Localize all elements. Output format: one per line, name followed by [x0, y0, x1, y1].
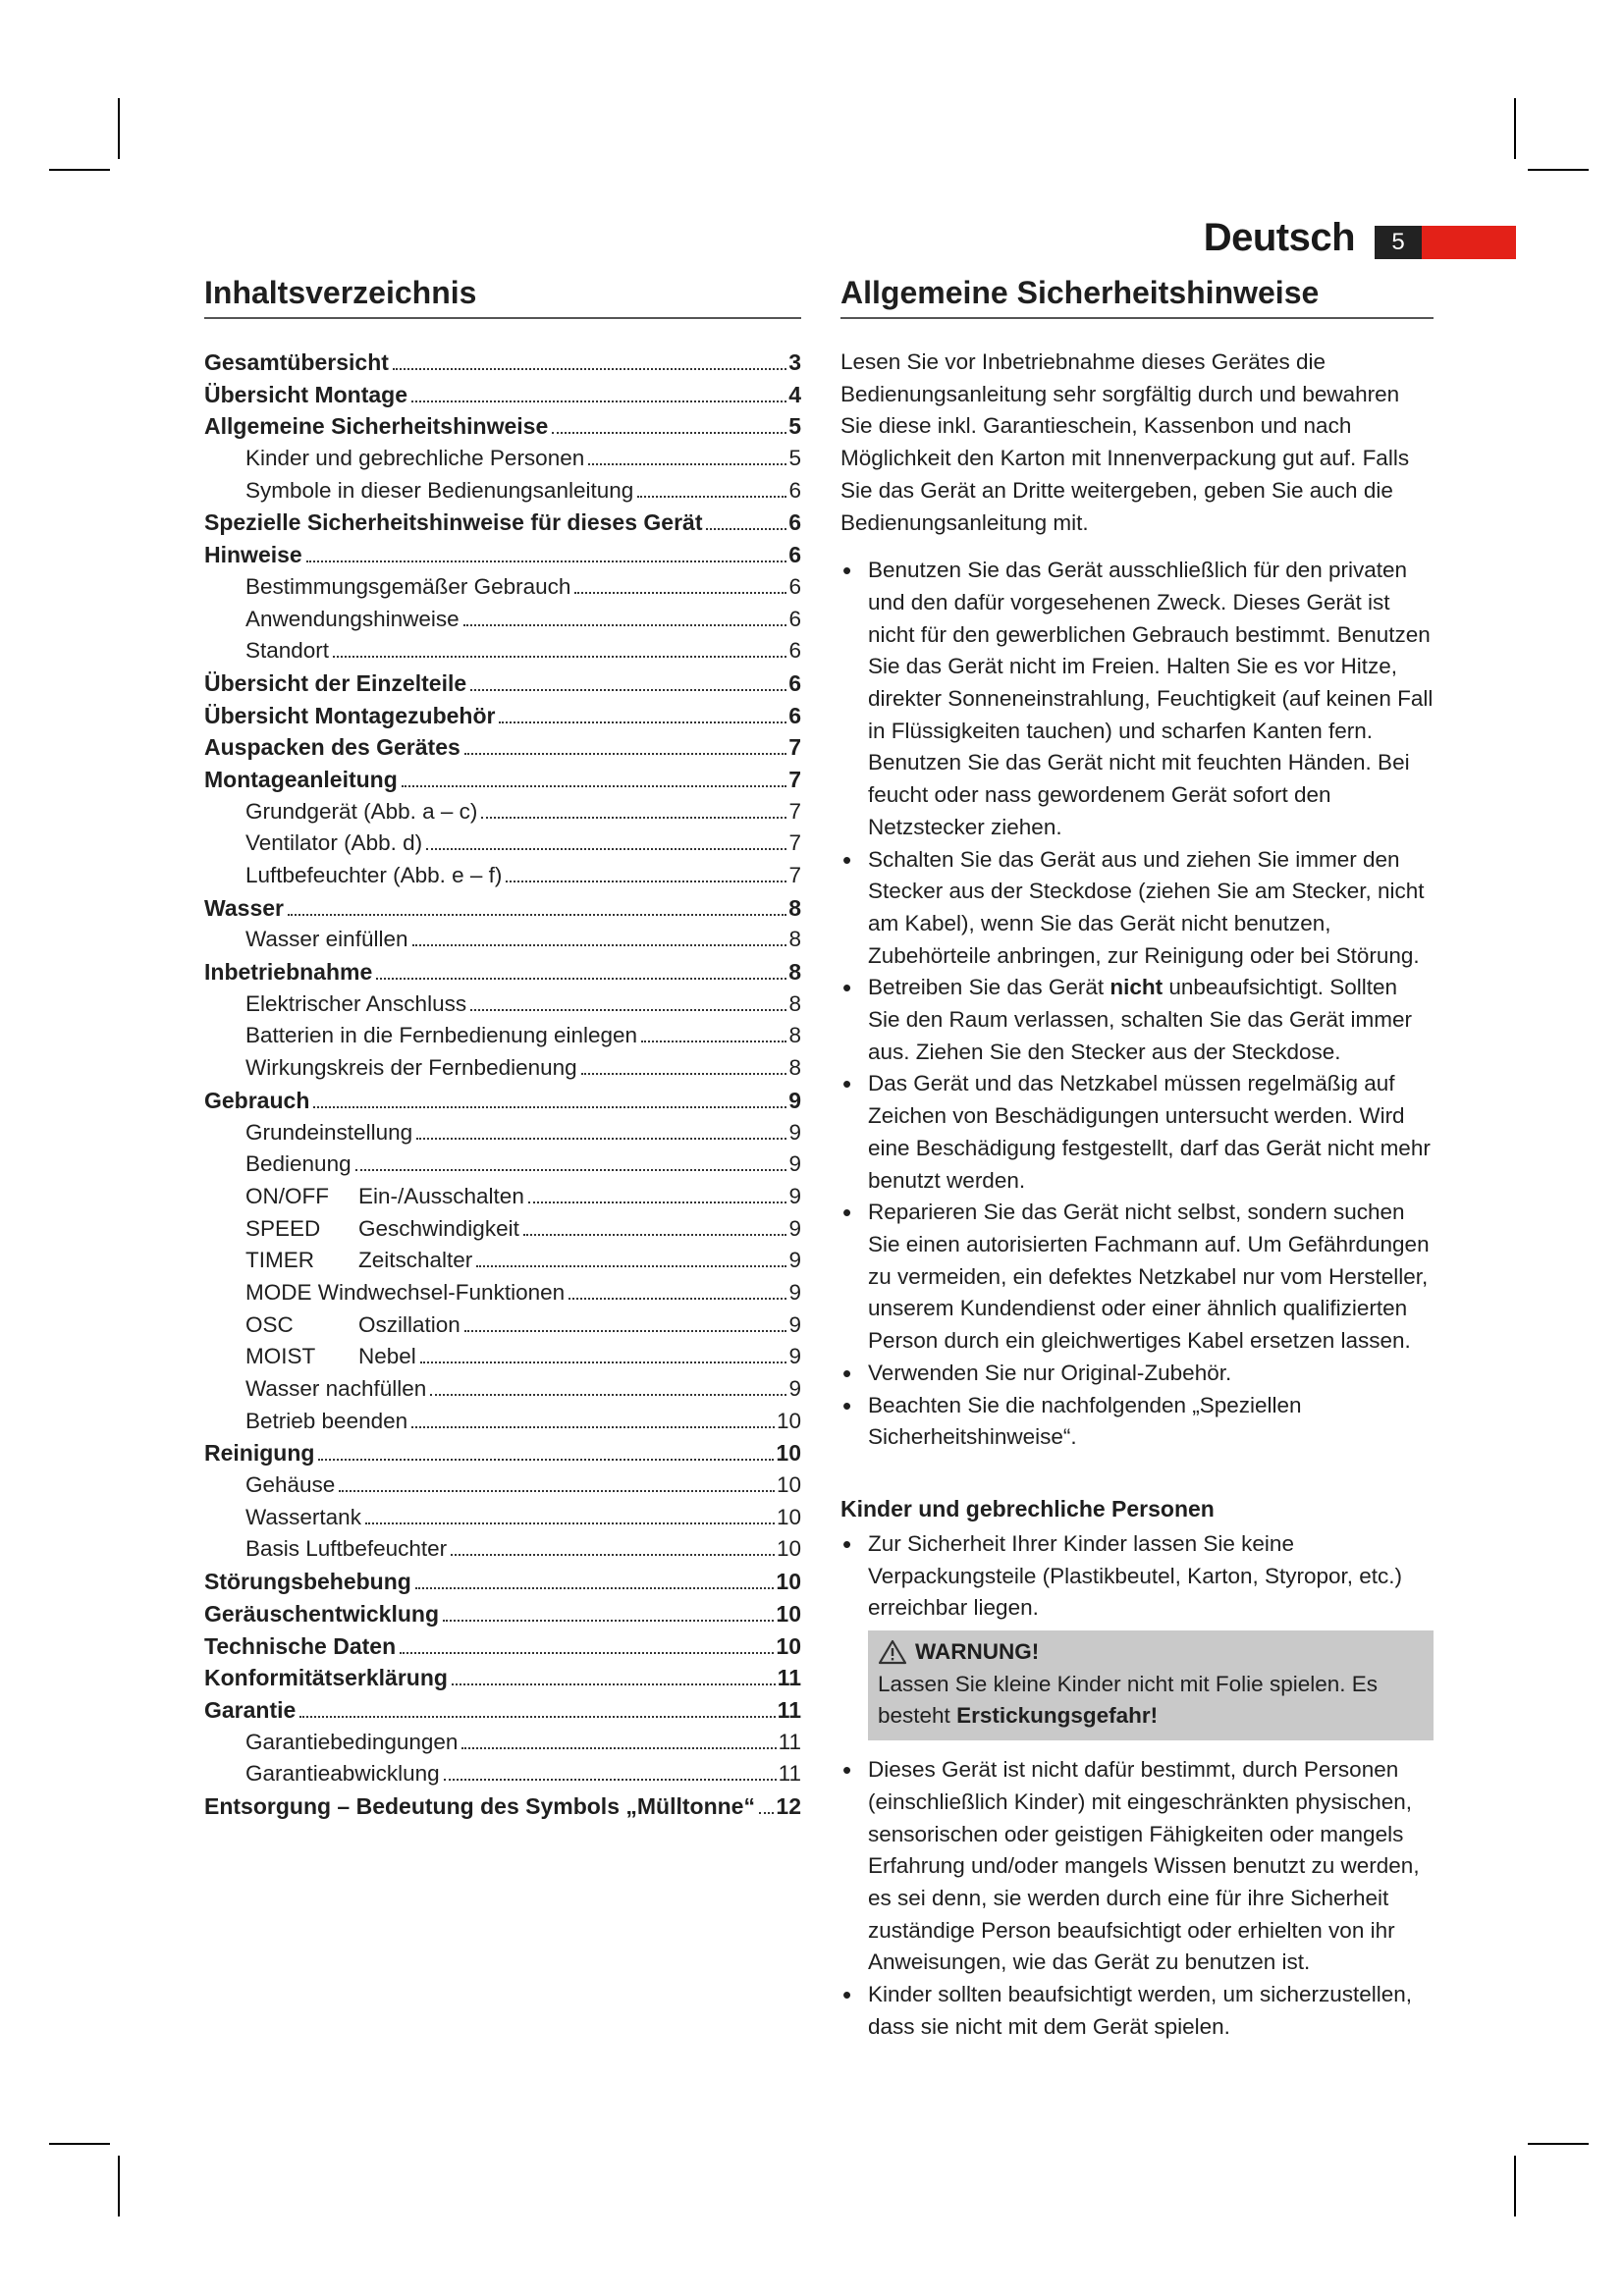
toc-entry	[204, 539, 801, 571]
toc-leader-dots	[333, 656, 786, 658]
toc-leader-dots	[299, 1716, 775, 1718]
toc-leader-dots	[444, 1779, 777, 1781]
toc-leader-dots	[476, 1265, 786, 1267]
toc-entry	[204, 1502, 801, 1534]
toc-entry-label: Grundgerät (Abb. a – c)	[245, 798, 478, 824]
toc-entry-label: MODE Windwechsel-Funktionen	[245, 1279, 566, 1305]
language-title: Deutsch	[1203, 216, 1355, 259]
toc-entry-label: Standort	[245, 638, 330, 664]
toc-entry	[204, 1598, 801, 1630]
toc-entry-page: 9	[788, 1215, 801, 1241]
toc-leader-dots	[461, 1747, 776, 1749]
safety-bullet: • Schalten Sie das Gerät aus und ziehen Sie immer den Stecker aus der Steckdose (ziehen Sie am Stecker, nicht am Kabel), wenn Sie das Gerät nicht benutzen, Zubehörteile anbringen, zur Reinigung oder bei Störung.	[840, 844, 1434, 973]
toc-entry-code: OSC	[245, 1311, 294, 1337]
toc-entry	[204, 475, 801, 507]
toc-entry-label: Übersicht Montage	[204, 381, 408, 407]
children-bullets	[840, 1528, 1434, 1625]
toc-leader-dots	[506, 881, 786, 882]
toc-entry	[204, 956, 801, 988]
toc-entry-label: Hinweise	[204, 542, 302, 568]
toc-leader-dots	[400, 1652, 774, 1654]
toc-entry	[204, 1566, 801, 1598]
toc-heading: Inhaltsverzeichnis	[204, 275, 801, 319]
toc-entry	[204, 1373, 801, 1406]
toc-entry-label: Entsorgung – Bedeutung des Symbols „Mülltonne“	[204, 1792, 755, 1819]
children-heading: Kinder und gebrechliche Personen	[840, 1495, 1215, 1522]
toc-entry-page: 10	[776, 1632, 801, 1659]
toc-leader-dots	[452, 1683, 776, 1685]
toc-entry	[204, 988, 801, 1021]
toc-entry-label: Grundeinstellung	[245, 1119, 413, 1145]
toc-leader-dots	[464, 1330, 787, 1332]
toc-leader-dots	[523, 1234, 787, 1236]
toc-entry-page: 5	[788, 413, 801, 440]
toc-entry-page: 8	[788, 894, 801, 921]
toc-entry-label: Ventilator (Abb. d)	[245, 830, 423, 856]
toc-entry	[204, 1277, 801, 1309]
toc-entry-page: 6	[788, 477, 801, 503]
children-bullets-2	[840, 1754, 1434, 2043]
page-header	[1203, 216, 1516, 259]
toc-entry-label: Übersicht der Einzelteile	[204, 669, 467, 696]
toc-entry-page: 8	[788, 1055, 801, 1081]
toc-leader-dots	[318, 1459, 774, 1461]
toc-entry	[204, 379, 801, 411]
toc-entry-label: Wirkungskreis der Fernbedienung	[245, 1055, 577, 1081]
toc-entry-page: 12	[776, 1792, 801, 1819]
toc-entry-page: 6	[788, 542, 801, 568]
safety-bullet: • Das Gerät und das Netzkabel müssen regelmäßig auf Zeichen von Beschädigungen untersucht werden. Wird eine Beschädigung festgestellt, darf das Gerät nicht mehr benutzt werden.	[840, 1068, 1434, 1197]
safety-intro: Lesen Sie vor Inbetriebnahme dieses Gerätes die Bedienungsanleitung sehr sorgfältig durch und bewahren Sie diese inkl. Garantieschein, Kassenbon und nach Möglichkeit den Karton mit Innenverpackung gut auf. Falls Sie das Gerät an Dritte weitergeben, geben Sie auch die Bedienungsanleitung mit.	[840, 349, 1410, 535]
safety-bullet: • Benutzen Sie das Gerät ausschließlich für den privaten und den dafür vorgesehenen Zweck. Dieses Gerät ist nicht für den gewerblichen Gebrauch bestimmt. Benutzen Sie das Gerät nicht im Freien. Halten Sie es vor Hitze, direkter Sonneneinstrahlung, Feuchtigkeit (auf keinen Fall in Flüssigkeiten tauchen) und scharfen Kanten fern. Benutzen Sie das Gerät nicht mit feuchten Händen. Bei feucht oder nass gewordenem Gerät sofort den Netzstecker ziehen.	[840, 555, 1434, 843]
toc-entry	[204, 1727, 801, 1759]
toc-entry-label: Reinigung	[204, 1440, 315, 1467]
toc-entry-label: Gehäuse	[245, 1472, 336, 1498]
page-number: 5	[1375, 226, 1422, 259]
toc-entry-page: 10	[776, 1600, 801, 1627]
toc-entry-page: 10	[776, 1440, 801, 1467]
toc-entry	[204, 1085, 801, 1117]
toc-entry-page: 9	[788, 1087, 801, 1113]
toc-entry-page: 9	[788, 1183, 801, 1208]
toc-entry-page: 8	[788, 927, 801, 952]
toc-entry	[204, 700, 801, 732]
toc-entry-label: Bedienung	[245, 1151, 352, 1177]
toc-entry	[204, 1790, 801, 1823]
crop-mark	[49, 169, 110, 171]
toc-entry	[204, 731, 801, 764]
toc-entry-label: Gebrauch	[204, 1087, 310, 1113]
toc-entry-code: TIMER	[245, 1248, 314, 1273]
toc-entry	[204, 764, 801, 796]
safety-bullet: • Reparieren Sie das Gerät nicht selbst, sondern suchen Sie einen autorisierten Fachmann auf. Um Gefährdungen zu vermeiden, ein defektes Netzkabel nur vom Hersteller, unserem Kundendienst oder einer ähnlich qualifizierten Person durch ein gleichwertiges Kabel ersetzen lassen.	[840, 1197, 1434, 1358]
toc-entry-page: 3	[788, 349, 801, 375]
crop-mark	[1514, 98, 1516, 159]
safety-section	[840, 275, 1434, 2043]
toc-leader-dots	[288, 914, 786, 916]
toc-entry-label: Betrieb beenden	[245, 1408, 408, 1433]
toc-entry-label: Inbetriebnahme	[204, 959, 373, 986]
toc-entry	[204, 1406, 801, 1438]
toc-entry-page: 10	[776, 1504, 801, 1529]
toc-entry-page: 6	[788, 669, 801, 696]
toc-entry-page: 8	[788, 959, 801, 986]
toc-entry-label: Wassertank	[245, 1504, 361, 1529]
toc-entry-page: 4	[788, 381, 801, 407]
toc-leader-dots	[464, 753, 786, 755]
toc-entry-page: 11	[778, 1761, 801, 1787]
toc-leader-dots	[470, 1009, 786, 1011]
toc-leader-dots	[412, 944, 787, 946]
toc-entry	[204, 1117, 801, 1149]
toc-entry-page: 5	[788, 446, 801, 471]
children-bullet: • Kinder sollten beaufsichtigt werden, um sicherzustellen, dass sie nicht mit dem Gerät spielen.	[840, 1979, 1434, 2043]
toc-entry-code: SPEED	[245, 1215, 321, 1241]
toc-leader-dots	[416, 1138, 786, 1140]
toc-entry-page: 6	[788, 573, 801, 599]
toc-entry-label: ON/OFF Ein-/Ausschalten	[245, 1181, 524, 1213]
warning-title-row	[878, 1636, 1424, 1669]
toc-entry-page: 10	[776, 1408, 801, 1433]
toc-entry-label: Spezielle Sicherheitshinweise für dieses Gerät	[204, 509, 703, 536]
toc-leader-dots	[393, 368, 786, 370]
toc-entry-label: Garantie	[204, 1696, 297, 1723]
toc-leader-dots	[355, 1169, 787, 1171]
toc-leader-dots	[306, 561, 786, 562]
toc-entry-page: 6	[788, 702, 801, 728]
toc-entry-label: Elektrischer Anschluss	[245, 990, 467, 1016]
toc-leader-dots	[339, 1490, 775, 1492]
toc-entry	[204, 443, 801, 475]
toc-entry-page: 10	[776, 1569, 801, 1595]
safety-bullet: • Beachten Sie die nachfolgenden „Speziellen Sicherheitshinweise“.	[840, 1390, 1434, 1454]
toc-entry-page: 9	[788, 1151, 801, 1177]
toc-leader-dots	[415, 1587, 775, 1589]
accent-bar	[1422, 226, 1516, 259]
crop-mark	[118, 98, 120, 159]
toc-leader-dots	[581, 1073, 787, 1075]
toc-entry-page: 9	[788, 1344, 801, 1369]
toc-entry-page: 7	[788, 830, 801, 856]
toc-leader-dots	[574, 592, 786, 594]
toc-entry	[204, 1341, 801, 1373]
toc-entry-label: Wasser einfüllen	[245, 927, 408, 952]
toc-entry-label: Geräuschentwicklung	[204, 1600, 440, 1627]
toc-entry	[204, 1020, 801, 1052]
toc-entry	[204, 507, 801, 539]
crop-mark	[1528, 2143, 1589, 2145]
toc-leader-dots	[481, 817, 786, 819]
toc-entry-label: Wasser nachfüllen	[245, 1376, 427, 1401]
toc-entry	[204, 1213, 801, 1246]
toc-entry-label: Kinder und gebrechliche Personen	[245, 446, 585, 471]
toc-leader-dots	[641, 1041, 786, 1042]
toc-leader-dots	[568, 1298, 786, 1300]
toc-entry-label: TIMER Zeitschalter	[245, 1245, 472, 1277]
toc-leader-dots	[365, 1522, 775, 1524]
toc-entry-label: MOIST Nebel	[245, 1341, 416, 1373]
children-bullet: • Zur Sicherheit Ihrer Kinder lassen Sie keine Verpackungsteile (Plastikbeutel, Karton, Styropor, etc.) erreichbar liegen.	[840, 1528, 1434, 1625]
children-bullet: • Dieses Gerät ist nicht dafür bestimmt, durch Personen (einschließlich Kinder) mit eingeschränkten physischen, sensorischen oder geistigen Fähigkeiten oder mangels Erfahrung und/oder mangels Wissen benutzt zu werden, es sei denn, sie werden durch eine für ihre Sicherheit zuständige Person beaufsichtigt oder erhielten von ihr Anweisungen, wie das Gerät zu benutzen ist.	[840, 1754, 1434, 1979]
toc-entry-label: Wasser	[204, 894, 284, 921]
toc-leader-dots	[637, 496, 786, 498]
toc-leader-dots	[759, 1812, 774, 1814]
toc-leader-dots	[706, 528, 786, 530]
toc-entry-label: Anwendungshinweise	[245, 606, 460, 631]
toc-leader-dots	[451, 1554, 775, 1556]
toc-leader-dots	[402, 785, 786, 787]
toc-entry-page: 8	[788, 1023, 801, 1048]
warning-title: WARNUNG!	[915, 1639, 1040, 1665]
toc-leader-dots	[463, 624, 787, 626]
toc-entry-label: Batterien in die Fernbedienung einlegen	[245, 1023, 638, 1048]
toc-entry-label: Bestimmungsgemäßer Gebrauch	[245, 573, 571, 599]
toc-entry-page: 7	[788, 863, 801, 887]
toc-entry-page: 6	[788, 638, 801, 664]
toc-leader-dots	[420, 1362, 787, 1363]
warning-box	[868, 1630, 1434, 1740]
toc-entry	[204, 924, 801, 956]
toc-leader-dots	[411, 1426, 775, 1428]
toc-entry-label: Auspacken des Gerätes	[204, 734, 460, 761]
toc-entry-label: Luftbefeuchter (Abb. e – f)	[245, 863, 503, 887]
toc-entry-label: Basis Luftbefeuchter	[245, 1536, 448, 1562]
toc-list	[204, 347, 801, 1823]
toc-entry-page: 7	[788, 798, 801, 824]
warning-triangle-icon	[878, 1639, 907, 1665]
toc-entry-page: 10	[776, 1536, 801, 1562]
crop-mark	[118, 2156, 120, 2216]
toc-entry-label: OSC Oszillation	[245, 1309, 460, 1342]
toc-entry	[204, 635, 801, 667]
toc-leader-dots	[411, 400, 786, 402]
toc-entry-page: 9	[788, 1248, 801, 1273]
toc-entry	[204, 796, 801, 828]
toc-entry-page: 11	[778, 1729, 801, 1754]
toc-entry-label: Übersicht Montagezubehör	[204, 702, 496, 728]
warning-text: Lassen Sie kleine Kinder nicht mit Folie spielen. Es besteht Erstickungsgefahr!	[878, 1671, 1379, 1729]
toc-entry-label: Allgemeine Sicherheitshinweise	[204, 413, 549, 440]
toc-entry-label: Garantieabwicklung	[245, 1761, 440, 1787]
toc-entry-page: 10	[776, 1472, 801, 1498]
toc-leader-dots	[588, 463, 786, 465]
crop-mark	[1514, 2156, 1516, 2216]
toc-entry-label: Garantiebedingungen	[245, 1729, 459, 1754]
safety-bullet: • Betreiben Sie das Gerät nicht unbeaufsichtigt. Sollten Sie den Raum verlassen, schalten Sie das Gerät immer aus. Ziehen Sie den Stecker aus der Steckdose.	[840, 972, 1434, 1068]
toc-entry-label: Montageanleitung	[204, 766, 398, 792]
toc-entry-label: Symbole in dieser Bedienungsanleitung	[245, 477, 634, 503]
toc-entry-page: 9	[788, 1376, 801, 1401]
toc-entry-page: 9	[788, 1279, 801, 1305]
toc-entry-page: 6	[788, 606, 801, 631]
toc-entry	[204, 1245, 801, 1277]
toc-entry	[204, 892, 801, 925]
toc-entry	[204, 1437, 801, 1469]
toc-leader-dots	[313, 1106, 786, 1108]
toc-entry-page: 7	[788, 734, 801, 761]
toc-leader-dots	[552, 432, 786, 434]
toc-entry-label: Konformitätserklärung	[204, 1665, 448, 1691]
toc-entry	[204, 1148, 801, 1181]
toc-leader-dots	[430, 1394, 786, 1396]
toc-leader-dots	[528, 1201, 787, 1203]
toc-entry-code: MOIST	[245, 1344, 316, 1369]
toc-entry	[204, 1469, 801, 1502]
safety-heading: Allgemeine Sicherheitshinweise	[840, 275, 1434, 319]
toc-entry-label: Technische Daten	[204, 1632, 397, 1659]
toc-entry-page: 11	[777, 1665, 801, 1691]
toc-entry	[204, 828, 801, 860]
crop-mark	[1528, 169, 1589, 171]
toc-entry-page: 9	[788, 1119, 801, 1145]
toc-entry	[204, 571, 801, 604]
toc-entry-label: Gesamtübersicht	[204, 349, 389, 375]
toc-entry	[204, 1181, 801, 1213]
toc-entry	[204, 1694, 801, 1727]
toc-leader-dots	[470, 689, 786, 691]
toc-entry	[204, 1309, 801, 1342]
toc-entry-page: 9	[788, 1311, 801, 1337]
toc-entry-label: Störungsbehebung	[204, 1569, 411, 1595]
toc-entry-page: 7	[788, 766, 801, 792]
toc-entry	[204, 1052, 801, 1085]
toc-entry	[204, 1758, 801, 1790]
toc-entry	[204, 667, 801, 700]
toc-entry	[204, 1662, 801, 1694]
table-of-contents	[204, 275, 801, 1823]
toc-entry-code: ON/OFF	[245, 1183, 329, 1208]
toc-entry	[204, 1630, 801, 1663]
toc-leader-dots	[376, 978, 786, 980]
toc-entry-page: 11	[777, 1696, 801, 1723]
toc-entry-label: SPEED Geschwindigkeit	[245, 1213, 519, 1246]
toc-entry	[204, 860, 801, 892]
toc-entry	[204, 604, 801, 636]
toc-entry-page: 8	[788, 990, 801, 1016]
toc-entry-page: 6	[788, 509, 801, 536]
safety-bullets	[840, 555, 1434, 1454]
toc-leader-dots	[499, 721, 786, 723]
toc-entry	[204, 347, 801, 379]
safety-bullet: • Verwenden Sie nur Original-Zubehör.	[840, 1358, 1434, 1390]
toc-entry	[204, 1533, 801, 1566]
toc-leader-dots	[426, 848, 786, 850]
toc-entry	[204, 410, 801, 443]
crop-mark	[49, 2143, 110, 2145]
toc-leader-dots	[443, 1620, 774, 1622]
